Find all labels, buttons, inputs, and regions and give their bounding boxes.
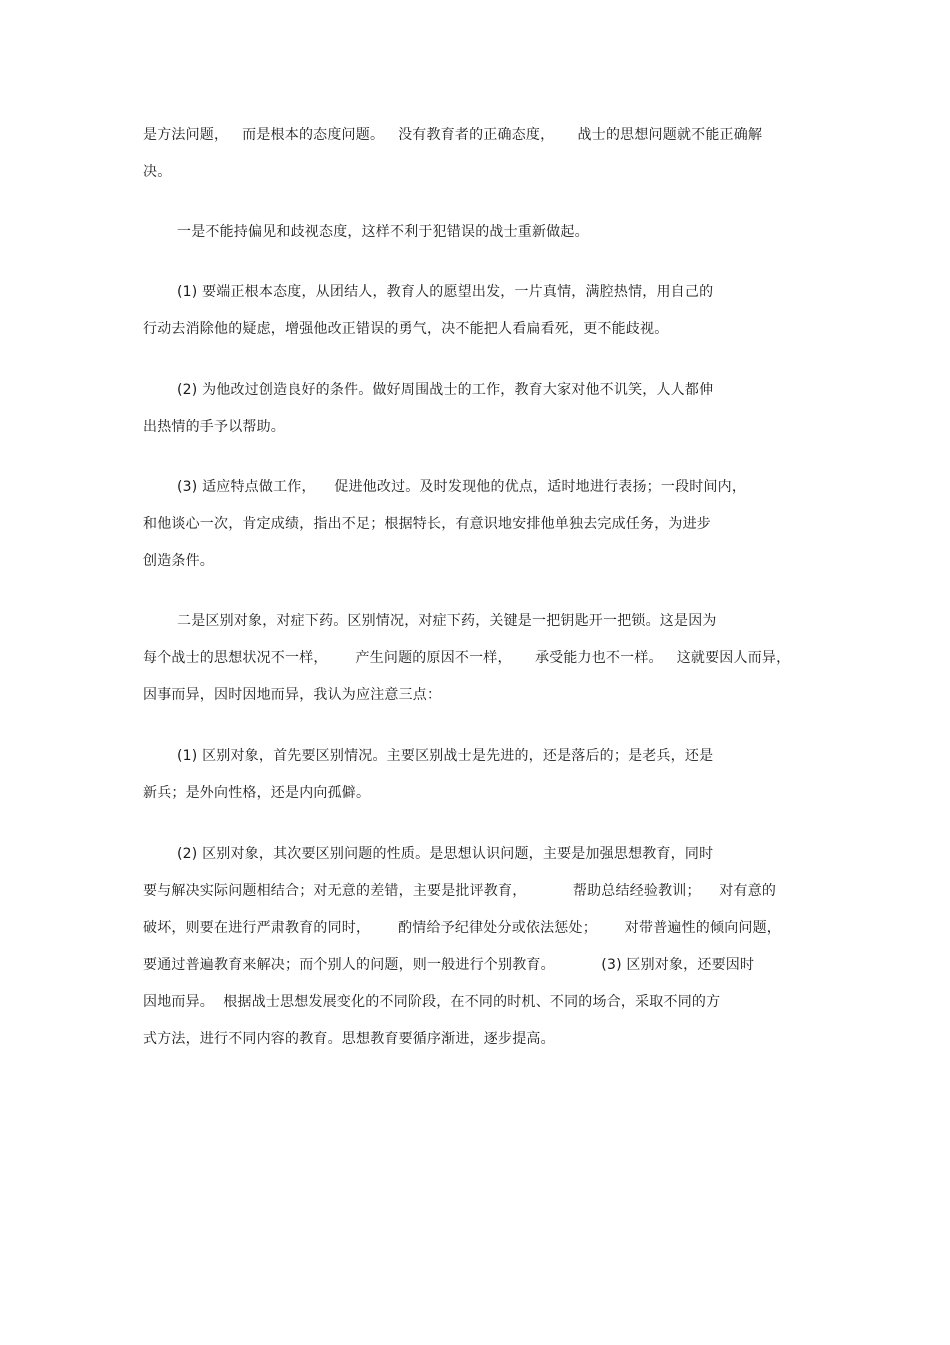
text-line: 要通过普遍教育来解决；而个别人的问题，则一般进行个别教育。 (3) 区别对象，还要因时 xyxy=(143,957,755,973)
text-line: 行动去消除他的疑虑，增强他改正错误的勇气，决不能把人看扁看死，更不能歧视。 xyxy=(143,321,669,337)
text-line: 新兵；是外向性格，还是内向孤僻。 xyxy=(143,785,371,801)
text-line: 破坏，则要在进行严肃教育的同时， 酌情给予纪律处分或依法惩处； 对带普遍性的倾向问题， xyxy=(143,920,781,936)
text-line: (1) 要端正根本态度，从团结人，教育人的愿望出发，一片真情，满腔热情，用自己的 xyxy=(177,284,714,300)
text-line: 每个战士的思想状况不一样， 产生问题的原因不一样， 承受能力也不一样。 这就要因人而异， xyxy=(143,650,791,666)
text-line: (2) 区别对象，其次要区别问题的性质。是思想认识问题，主要是加强思想教育，同时 xyxy=(177,846,714,862)
text-line: 出热情的手予以帮助。 xyxy=(143,419,285,435)
text-line: 因事而异，因时因地而异，我认为应注意三点： xyxy=(143,687,442,703)
text-line: 一是不能持偏见和歧视态度，这样不利于犯错误的战士重新做起。 xyxy=(177,224,589,240)
text-line: 和他谈心一次，肯定成绩，指出不足；根据特长，有意识地安排他单独去完成任务，为进步 xyxy=(143,516,711,532)
text-line: (1) 区别对象，首先要区别情况。主要区别战士是先进的，还是落后的；是老兵，还是 xyxy=(177,748,714,764)
text-line: 因地而异。 根据战士思想发展变化的不同阶段，在不同的时机、不同的场合，采取不同的方 xyxy=(143,994,721,1010)
text-line: 创造条件。 xyxy=(143,553,214,569)
text-line: 式方法，进行不同内容的教育。思想教育要循序渐进，逐步提高。 xyxy=(143,1031,555,1047)
text-line: 二是区别对象，对症下药。区别情况，对症下药，关键是一把钥匙开一把锁。这是因为 xyxy=(177,613,717,629)
text-line: (2) 为他改过创造良好的条件。做好周围战士的工作，教育大家对他不讥笑，人人都伸 xyxy=(177,382,714,398)
text-line: (3) 适应特点做工作， 促进他改过。及时发现他的优点，适时地进行表扬；一段时间内， xyxy=(177,479,747,495)
text-line: 决。 xyxy=(143,164,172,180)
text-line: 要与解决实际问题相结合；对无意的差错，主要是批评教育， 帮助总结经验教训； 对有意的 xyxy=(143,883,777,899)
text-line: 是方法问题， 而是根本的态度问题。 没有教育者的正确态度， 战士的思想问题就不能正确解 xyxy=(143,127,763,143)
